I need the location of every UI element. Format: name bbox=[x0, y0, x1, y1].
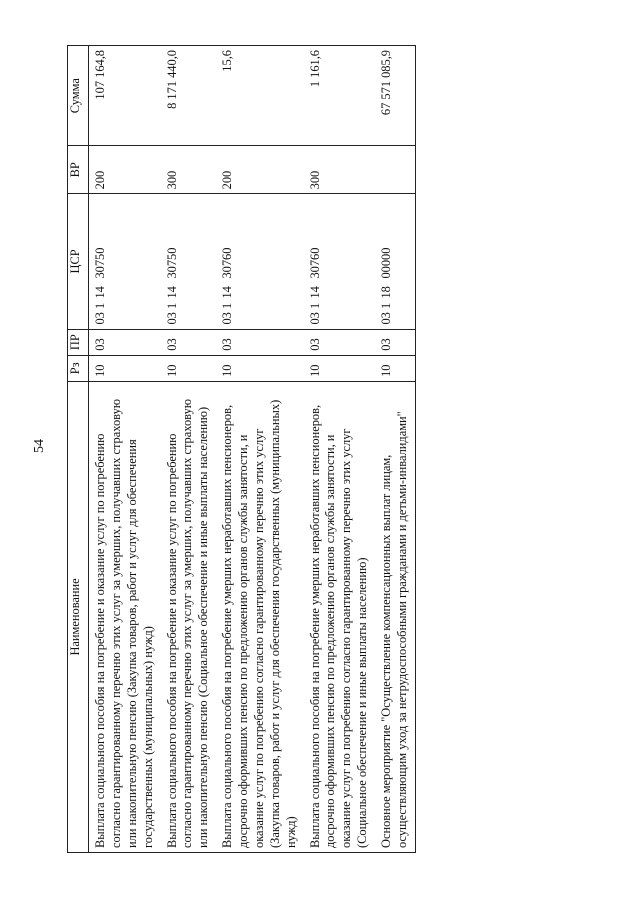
header-vr: ВР bbox=[68, 146, 89, 194]
row-name: Выплата социального пособия на погребение умерших неработавших пенсионеров, досрочно оформивших пенсию по предложению органов службы занятости, и оказание услуг по погребению согласно гарантированному перечню этих услуг (Социальное обеспечение и иные выплаты населению) bbox=[304, 381, 376, 852]
row-csr-direction: 30760 bbox=[307, 247, 322, 279]
row-csr bbox=[304, 194, 376, 329]
row-sum: 67 571 085,9 bbox=[375, 46, 415, 146]
header-pr: ПР bbox=[68, 329, 89, 355]
row-sum: 8 171 440,0 bbox=[161, 46, 217, 146]
row-csr bbox=[216, 194, 303, 329]
row-csr-program: 03 1 bbox=[164, 302, 179, 325]
row-vr: 300 bbox=[304, 146, 376, 194]
row-csr bbox=[161, 194, 217, 329]
row-csr-direction: 30750 bbox=[93, 247, 107, 279]
row-vr: 200 bbox=[89, 146, 161, 194]
row-csr-event: 14 bbox=[93, 286, 107, 299]
table-container bbox=[67, 45, 640, 848]
row-csr-event: 18 bbox=[379, 286, 393, 299]
row-pr: 03 bbox=[89, 329, 161, 355]
row-rz: 10 bbox=[216, 355, 303, 381]
table-row bbox=[161, 46, 217, 853]
row-sum: 107 164,8 bbox=[89, 46, 161, 146]
row-csr bbox=[89, 194, 161, 329]
table-header-row bbox=[68, 46, 89, 853]
row-sum: 15,6 bbox=[216, 46, 303, 146]
row-rz: 10 bbox=[304, 355, 376, 381]
row-csr-program: 03 1 bbox=[379, 302, 393, 325]
header-csr: ЦСР bbox=[68, 194, 89, 329]
row-name: Основное мероприятие "Осуществление компенсационных выплат лицам, осуществляющим уход за нетрудоспособными гражданами и детьми-инвалидами" bbox=[375, 381, 415, 852]
table-row bbox=[375, 46, 415, 853]
row-csr-event: 14 bbox=[220, 286, 235, 299]
header-name: Наименование bbox=[68, 381, 89, 852]
row-csr-program: 03 1 bbox=[307, 302, 322, 325]
table-row bbox=[216, 46, 303, 853]
row-pr: 03 bbox=[375, 329, 415, 355]
row-csr-direction: 30760 bbox=[220, 247, 235, 279]
row-rz: 10 bbox=[89, 355, 161, 381]
row-vr: 200 bbox=[216, 146, 303, 194]
budget-table bbox=[67, 45, 416, 853]
row-csr-event: 14 bbox=[164, 286, 179, 299]
row-csr-program: 03 1 bbox=[93, 302, 107, 325]
row-rz: 10 bbox=[375, 355, 415, 381]
page-number: 54 bbox=[32, 439, 47, 453]
row-rz: 10 bbox=[161, 355, 217, 381]
row-csr-direction: 30750 bbox=[164, 247, 179, 279]
row-csr-program: 03 1 bbox=[220, 302, 235, 325]
header-sum: Сумма bbox=[68, 46, 89, 146]
row-name: Выплата социального пособия на погребение и оказание услуг по погребению согласно гарантированному перечню этих услуг за умерших, получавших страховую или накопительную пенсию (Социальное обеспечение и иные выплаты населению) bbox=[161, 381, 217, 852]
row-name: Выплата социального пособия на погребение и оказание услуг по погребению согласно гарантированному перечню этих услуг за умерших, получавших страховую или накопительную пенсию (Закупка товаров, работ и услуг для обеспечения государственных (муниципальных) нужд) bbox=[89, 381, 161, 852]
row-sum: 1 161,6 bbox=[304, 46, 376, 146]
row-csr-event: 14 bbox=[307, 286, 322, 299]
table-row bbox=[89, 46, 161, 853]
row-csr-direction: 00000 bbox=[379, 247, 393, 279]
row-pr: 03 bbox=[161, 329, 217, 355]
table-row bbox=[304, 46, 376, 853]
row-vr: 300 bbox=[161, 146, 217, 194]
row-vr bbox=[375, 146, 415, 194]
row-pr: 03 bbox=[216, 329, 303, 355]
row-pr: 03 bbox=[304, 329, 376, 355]
row-name: Выплата социального пособия на погребение умерших неработавших пенсионеров, досрочно оформивших пенсию по предложению органов службы занятости, и оказание услуг по погребению согласно гарантированному перечню этих услуг (Закупка товаров, работ и услуг для обеспечения государственных (муниципальных) нужд) bbox=[216, 381, 303, 852]
header-rz: Рз bbox=[68, 355, 89, 381]
row-csr bbox=[375, 194, 415, 329]
